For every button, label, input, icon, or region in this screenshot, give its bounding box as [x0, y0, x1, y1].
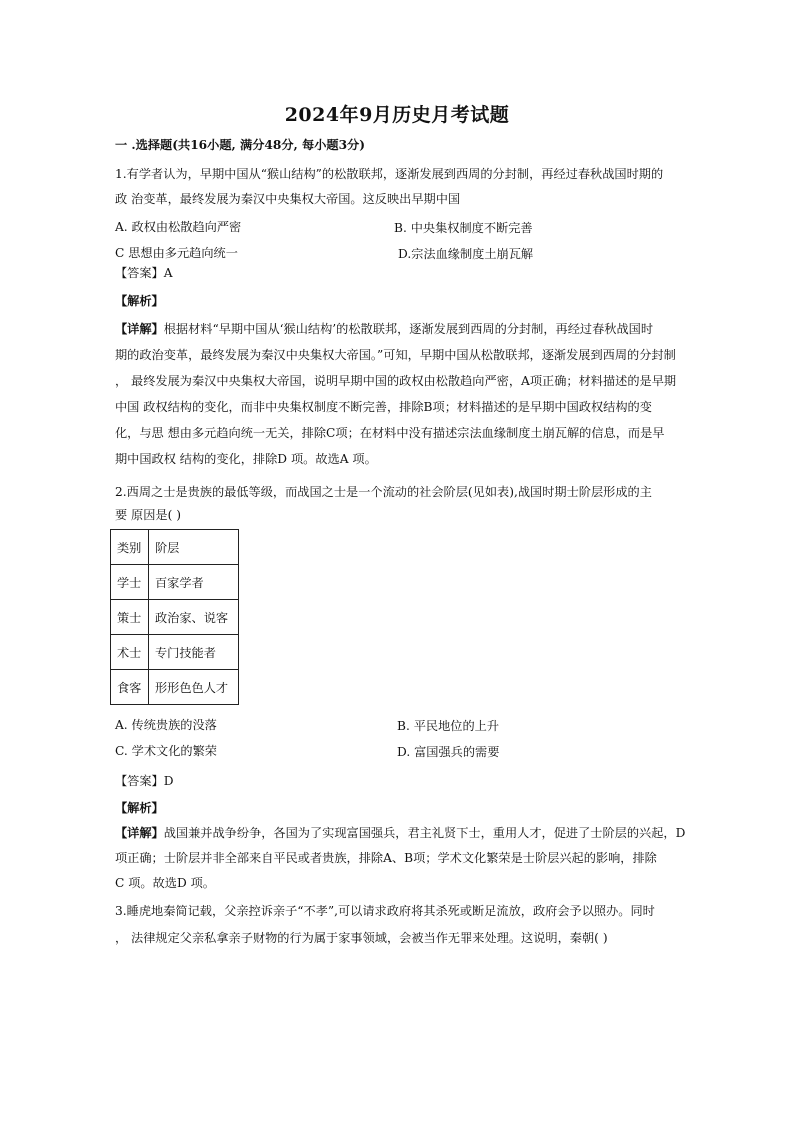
q1-stem-line-2: 政 治变革，最终发展为秦汉中央集权大帝国。这反映出早期中国	[115, 192, 461, 206]
q2-stem-line-1: 2.西周之士是贵族的最低等级，而战国之士是一个流动的社会阶层(见如表),战国时期士阶层形成的主	[115, 485, 652, 499]
q1-detail-tag: 【详解】	[115, 322, 164, 336]
q1-option-c: C 思想由多元趋向统一	[115, 246, 238, 260]
q2-option-d: D. 富国强兵的需要	[397, 745, 500, 759]
q2-option-a: A. 传统贵族的没落	[115, 718, 217, 732]
table-row	[111, 600, 239, 635]
q2-option-c: C. 学术文化的繁荣	[115, 744, 217, 758]
q1-option-b: B. 中央集权制度不断完善	[394, 221, 533, 235]
table-cell: 学士	[111, 565, 149, 600]
page-title: 2024年9月历史月考试题	[284, 104, 510, 126]
table-cell: 专门技能者	[149, 635, 239, 670]
q1-detail-line-6: 期中国政权 结构的变化，排除D 项。故选A 项。	[115, 452, 377, 466]
q1-detail-line-1	[115, 321, 653, 337]
table-cell: 食客	[111, 670, 149, 705]
q2-analysis-heading: 【解析】	[115, 801, 164, 815]
q2-option-b: B. 平民地位的上升	[397, 719, 500, 733]
table-row	[111, 670, 239, 705]
table-row	[111, 565, 239, 600]
table-cell: 形形色色人才	[149, 670, 239, 705]
q2-table	[110, 529, 239, 705]
q2-stem-line-2: 要 原因是( )	[115, 508, 182, 522]
q1-detail-line-5: 化，与思 想由多元趋向统一无关，排除C项；在材料中没有描述宗法血缘制度土崩瓦解的信息，而是早	[115, 426, 665, 440]
q1-option-a: A. 政权由松散趋向严密	[115, 220, 242, 234]
q1-stem-line-1: 1.有学者认为，早期中国从“猴山结构”的松散联邦，逐渐发展到西周的分封制，再经过春秋战国时期的	[115, 167, 664, 181]
table-cell: 术士	[111, 635, 149, 670]
q2-detail-line-3: C 项。故选D 项。	[115, 876, 215, 890]
q2-detail-text-1: 战国兼并战争纷争，各国为了实现富国强兵，君主礼贤下士，重用人才，促进了士阶层的兴起，D	[163, 826, 686, 840]
table-cell: 百家学者	[149, 565, 239, 600]
q3-stem-line-1: 3.睡虎地秦简记载，父亲控诉亲子“不孝”,可以请求政府将其杀死或断足流放，政府会予以照办。同时	[115, 904, 655, 918]
q1-detail-line-3: ， 最终发展为秦汉中央集权大帝国，说明早期中国的政权由松散趋向严密，A项正确；材料描述的是早期	[115, 374, 677, 388]
table-cell: 阶层	[149, 530, 239, 565]
q1-analysis-heading: 【解析】	[115, 294, 164, 308]
table-row	[111, 530, 239, 565]
table-cell: 类别	[111, 530, 149, 565]
q2-answer: 【答案】D	[115, 774, 174, 788]
q1-answer: 【答案】A	[115, 266, 173, 280]
q1-detail-line-4: 中国 政权结构的变化，而非中央集权制度不断完善，排除B项；材料描述的是早期中国政权结构的变	[115, 400, 652, 414]
q2-detail-line-2: 项正确；士阶层并非全部来自平民或者贵族，排除A、B项；学术文化繁荣是士阶层兴起的影响，排除	[115, 851, 657, 865]
table-cell: 策士	[111, 600, 149, 635]
table-cell: 政治家、说客	[149, 600, 239, 635]
q1-detail-text-1: 根据材料“早期中国从‘猴山结构’的松散联邦，逐渐发展到西周的分封制，再经过春秋战国时	[163, 322, 654, 336]
q2-detail-tag: 【详解】	[115, 826, 164, 840]
table-row	[111, 635, 239, 670]
q3-stem-line-2: ， 法律规定父亲私拿亲子财物的行为属于家事领域，会被当作无罪来处理。这说明，秦朝( )	[115, 931, 608, 945]
q2-detail-line-1	[115, 825, 685, 841]
q1-option-d: D.宗法血缘制度土崩瓦解	[398, 247, 534, 261]
q1-detail-line-2: 期的政治变革，最终发展为秦汉中央集权大帝国。”可知，早期中国从松散联邦，逐渐发展到西周的分封制	[115, 348, 676, 362]
section-heading: 一 .选择题(共16小题, 满分48分, 每小题3分)	[115, 138, 366, 152]
